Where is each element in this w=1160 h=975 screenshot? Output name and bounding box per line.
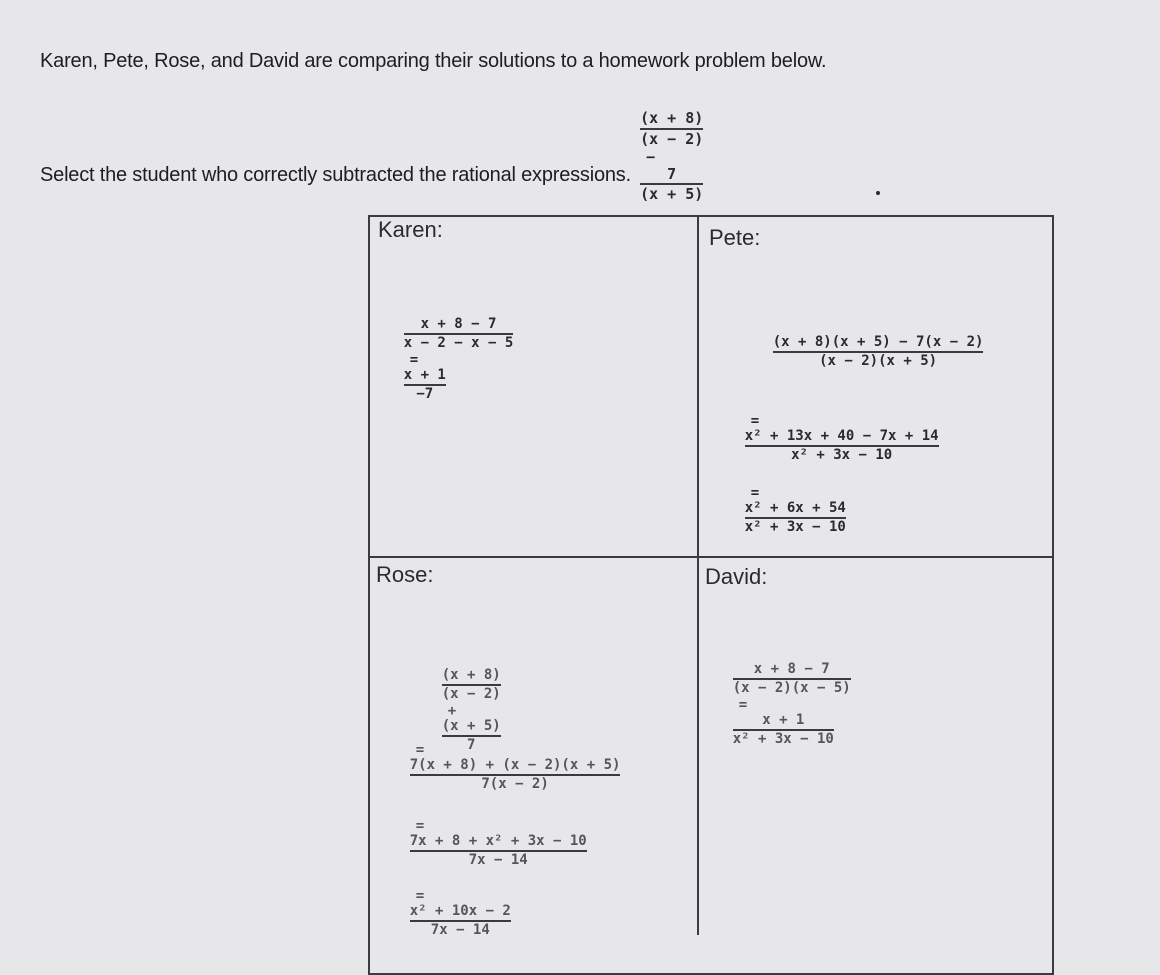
- rose-step-4: [376, 872, 511, 955]
- minus-operator: −: [646, 147, 656, 166]
- rose-step-2: [376, 726, 620, 809]
- pete-step-1-numerator: (x + 8)(x + 5) − 7(x − 2): [772, 334, 984, 350]
- rose-step-4-denominator: 7x − 14: [430, 922, 490, 939]
- option-david[interactable]: [699, 558, 1052, 929]
- pete-step-3-numerator: x² + 6x + 54: [744, 500, 846, 516]
- david-numerator: x + 8 − 7: [753, 661, 830, 677]
- pete-step-2: [711, 397, 939, 480]
- plus-operator: +: [447, 702, 457, 719]
- equals-sign: =: [738, 696, 748, 713]
- problem-right-fraction: [640, 166, 703, 203]
- karen-fraction: [404, 317, 514, 352]
- karen-denominator: x − 2 − x − 5: [403, 335, 514, 352]
- option-karen[interactable]: [370, 217, 696, 555]
- rose-first-numerator: (x + 8): [441, 667, 501, 683]
- david-result-numerator: x + 1: [762, 711, 805, 728]
- option-rose[interactable]: [370, 558, 696, 939]
- equals-sign: =: [750, 413, 760, 429]
- rose-step-4-numerator: x² + 10x − 2: [409, 903, 511, 919]
- karen-result-fraction: [404, 368, 446, 403]
- problem-expression: [622, 92, 703, 203]
- rose-step-2-numerator: 7(x + 8) + (x − 2)(x + 5): [409, 757, 621, 773]
- stray-dot: [876, 191, 880, 195]
- problem-left-denominator: (x − 2): [640, 129, 704, 148]
- rose-first-denominator: (x − 2): [441, 686, 501, 703]
- pete-step-3: [711, 469, 846, 552]
- david-work: [699, 646, 851, 764]
- rose-step-2-denominator: 7(x − 2): [481, 776, 549, 793]
- pete-step-3-denominator: x² + 3x − 10: [744, 519, 846, 536]
- rose-step-3-numerator: 7x + 8 + x² + 3x − 10: [409, 833, 587, 849]
- karen-result-denominator: −7: [416, 386, 434, 403]
- student-name-pete: Pete:: [709, 225, 761, 250]
- problem-prompt: Karen, Pete, Rose, and David are comparing their solutions to a homework problem below.: [40, 50, 827, 72]
- problem-right-denominator: (x + 5): [640, 185, 704, 203]
- pete-step-1-denominator: (x − 2)(x + 5): [819, 353, 938, 370]
- karen-result-numerator: x + 1: [403, 366, 446, 383]
- rose-step-3-denominator: 7x − 14: [468, 852, 528, 869]
- student-name-karen: Karen:: [378, 217, 443, 242]
- david-denominator: (x − 2)(x − 5): [732, 680, 851, 697]
- pete-step-2-numerator: x² + 13x + 40 − 7x + 14: [744, 428, 939, 444]
- david-result-denominator: x² + 3x − 10: [732, 731, 834, 748]
- student-name-david: David:: [705, 564, 768, 589]
- equals-sign: =: [750, 485, 760, 501]
- pete-step-1: [739, 319, 983, 386]
- student-name-rose: Rose:: [376, 562, 434, 587]
- equals-sign: =: [415, 818, 425, 834]
- rose-second-denominator: 7: [467, 737, 476, 754]
- problem-right-numerator: 7: [667, 164, 677, 183]
- karen-work: [370, 301, 513, 419]
- rose-second-numerator: (x + 5): [441, 717, 501, 734]
- problem-left-numerator: (x + 8): [640, 109, 704, 127]
- karen-numerator: x + 8 − 7: [420, 316, 497, 332]
- equals-sign: =: [409, 351, 419, 368]
- equals-sign: =: [415, 888, 425, 904]
- pete-step-2-denominator: x² + 3x − 10: [791, 447, 893, 464]
- equals-sign: =: [415, 742, 425, 758]
- instruction-text: Select the student who correctly subtracted the rational expressions.: [40, 164, 631, 186]
- problem-left-fraction: [640, 110, 703, 147]
- option-pete[interactable]: [699, 217, 1052, 555]
